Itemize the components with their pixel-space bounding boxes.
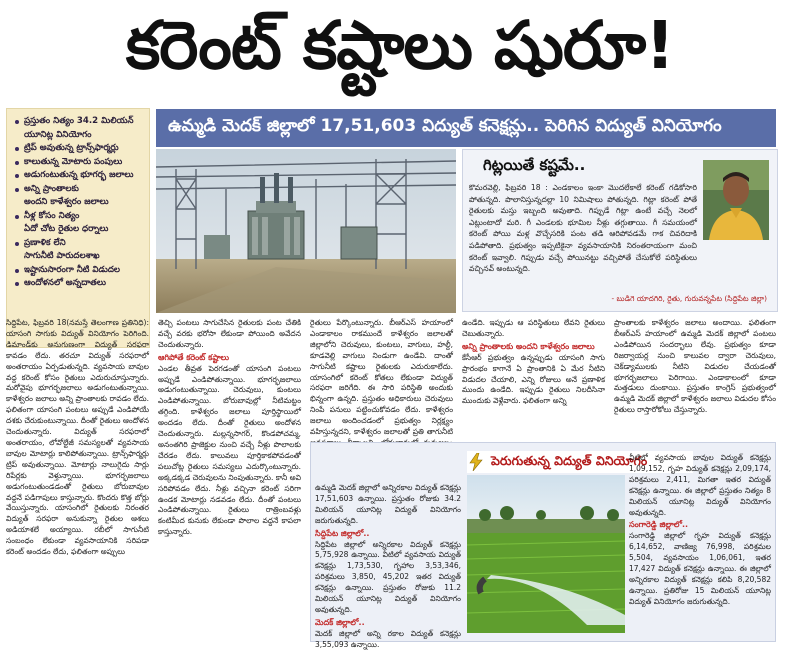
power-usage-box xyxy=(310,442,776,649)
irrigation-field-photo xyxy=(467,475,625,633)
lightning-icon xyxy=(467,453,485,471)
medak-subhead: మెదక్ జిల్లాలో.. xyxy=(315,617,365,627)
infobox-title: గిట్లయితే కష్టమే.. xyxy=(483,156,586,174)
highlight-item: సాగునీటి పారుదలశాఖ xyxy=(24,251,100,261)
column-2-text-b: ఎండల తీవ్రత పెరగడంతో యాసంగి పంటలు అప్పుడే ఎండిపోతున్నాయి. భూగర్భజలాలు అడుగంటుతున్నాయి. చెరువులు, కుంటలు ఎండిపోతున్నాయి. బోరుబావుల్లో నీటిమట్టం తగ్గింది. కాళేశ్వరం జలాలు పూర్తిస్థాయిలో అందడం లేదు. దీంతో రైతులు అందోళన చెందుతున్నారు. మల్లన్నసాగర్, కొండపోచమ్మ, అనంతగిరి ప్రాజెక్టుల నుంచి వచ్చే నీళ్లు పొలాలకు చేరడం లేదు. కాలువలు పూర్తికాకపోవడంతో పలుచోట్ల రైతులు సమస్యలు ఎదుర్కొంటున్నారు. అక్కడక్కడ చెరువులను నింపుతున్నారు. కానీ అవి సరిపోవడం లేదు. నీళ్లు వచ్చినా కరెంట్ సరిగా ఉండక మోటార్లు నడవడం లేదు. దీంతో పంటలు ఎండిపోతున్నాయి. రైతులు రాత్రింబవళ్లు కంటిమీద కునుకు లేకుండా పొలాల వద్దనే కాపలా కాస్తున్నారు. xyxy=(158,363,301,537)
column-4-text-b: కేసీఆర్ ప్రభుత్వం ఉన్నప్పుడు యాసంగి సాగు ప్రారంభం కాగానే ఏ ప్రాంతానికి ఏ మేర నీటిని విడుదల చేయాలి, ఎన్ని రోజులు అనే ప్రణాళిక ముందు ఉండేది. ఇప్పుడు రైతులు నిలదీసినా ముందుకు వెళ్లేవారు. ఫలితంగా అన్ని xyxy=(462,352,605,406)
highlight-item: నీళ్ల కోసం నిత్యం xyxy=(15,210,143,224)
highlight-item: ప్రణాళిక లేని xyxy=(15,237,143,251)
article-column-2 xyxy=(158,318,301,538)
substation-photo xyxy=(156,149,456,313)
highlight-item: ఆందోళనలో అన్నదాతలు xyxy=(15,277,143,291)
column-1-text: సిద్దిపేట, ఫిబ్రవరి 18(నమస్తే తెలంగాణ ప్రతినిధి): యాసంగి సాగుకు విద్యుత్ వినియోగం పెరిగింది. డిమాండ్‌కు అనుగుణంగా విద్యుత్ సరఫరా కావడం లేదు. తరచూ విద్యుత్ సరఫరాలో అంతరాయం ఏర్పడుతున్నది. వ్యవసాయ బావుల వద్ద కరెంట్ కోసం రైతులు ఎదురుచూస్తున్నారు. మరోవైపు భూగర్భజలాలు అడుగంటుతున్నాయి. కాళేశ్వరం జలాలు అన్ని ప్రాంతాలకు రావడం లేదు. ఫలితంగా యాసంగి పంటలు అప్పుడే ఎండిపోయే దశకు చేరుకుంటున్నాయి. దీంతో రైతులు ఆందోళన చెందుతున్నారు. విద్యుత్ సరఫరాలో అంతరాయం, లోవోల్టేజీ సమస్యలతో వ్యవసాయ బావుల మోటార్లు కాలిపోతున్నాయి. ట్రాన్స్‌ఫార్మర్లు ట్రిప్ అవుతున్నాయి. మోటార్లు నాలుగైదు సార్లు రిపేర్లకు వెళ్తున్నాయి. భూగర్భజలాలు అడుగంటుతుండడంతో రైతులు బోరుబావుల వద్దనే పడిగాపులు కాస్తున్నారు. కొందరు కొత్త బోర్లు వేయిస్తున్నారు. యాసంగిలో రైతులకు నిరంతర విద్యుత్ సరఫరా అనుకున్నా రైతుల ఆశలు అడియాశలే అయ్యాయి. రబీలో సాగునీటి సంబంధం లేకుండా వ్యవసాయానికి సరిపడా కరెంట్ అందడం లేదు, ఫలితంగా అప్పులు xyxy=(6,318,149,557)
highlight-item: ప్రస్తుతం నిత్యం 34.2 మిలియన్ xyxy=(15,115,143,129)
column-2-text-a: తెచ్చి పంటలు సాగుచేసిన రైతులకు పంట చేతికి వచ్చే వరకు భరోసా లేకుండా పోయింది అవేదన చెందుతున్నారు. xyxy=(158,318,301,349)
column-5-text: ప్రాంతాలకు కాళేశ్వరం జలాలు అందాయి. ఫలితంగా బీఆర్ఎస్ హయాంలో ఉమ్మడి మెదక్ జిల్లాలో పంటలు ఎండిపోయిన సందర్భాలు లేవు. ప్రభుత్వం కూడా రిజర్వాయర్ల నుంచి కాలువల ద్వారా చెరువులు, చెక్‌డ్యాములకు నీటిని విడుదల చేయడంతో భూగర్భజలాలు పెరిగాయి. ఎండాకాలంలో కూడా మత్తడులు దుంకాయి. ప్రస్తుతం కాంగ్రెస్ ప్రభుత్వంలో ఉమ్మడి మెదక్ జిల్లాలో కాళేశ్వరం జలాలు విడుదల కోసం రైతులు రాస్తారోకోలు చేస్తున్నారు. xyxy=(614,318,776,415)
highlight-item: ఏదో చోట రైతుల ధర్నాలు xyxy=(24,224,109,234)
article-column-3 xyxy=(310,318,453,460)
column-4-text-a: ఉండేది. ఇప్పుడు ఆ పరిస్థితులు లేవని రైతులు చెబుతున్నారు. xyxy=(462,318,605,338)
highlight-item: ట్రిప్ అవుతున్న ట్రాన్స్‌ఫార్మర్లు xyxy=(15,142,143,156)
column-2-subhead: ఆగిపోతే కరెంట్ కష్టాలు xyxy=(158,352,230,362)
article-column-5 xyxy=(614,318,776,416)
highlight-item: యూనిట్ల వినియోగం xyxy=(24,129,92,140)
highlight-item: కాలుతున్న మోటారు పంపులు xyxy=(15,156,143,170)
siddipet-text: సిద్దిపేట జిల్లాలో అన్నిరకాల విద్యుత్ కనెక్షన్లు 5,75,928 ఉన్నాయి. వీటిలో వ్యవసాయ విద్యుత్ కనెక్షన్లు 1,73,530, గృహాల 3,53,346, పరిశ్రమలు 3,850, 45,202 ఇతర విద్యుత్ కనెక్షన్లు ఉన్నాయి. ప్రస్తుతం రోజుకు 11.2 మిలియన్ యూనిట్ల విద్యుత్ వినియోగం అవుతున్నది. xyxy=(315,539,461,614)
power-usage-column-2 xyxy=(629,453,771,608)
section-banner: ఉమ్మడి మెదక్ జిల్లాలో 17,51,603 విద్యుత్ కనెక్షన్లు.. పెరిగిన విద్యుత్ వినియోగం xyxy=(156,109,776,147)
sangareddy-subhead: సంగారెడ్డి జిల్లాలో.. xyxy=(629,520,689,530)
highlight-item: అన్ని ప్రాంతాలకు xyxy=(15,183,143,197)
article-column-1 xyxy=(6,318,149,558)
siddipet-subhead: సిద్దిపేట జిల్లాలో.. xyxy=(315,528,370,538)
highlights-sidebar xyxy=(6,108,150,348)
power-usage-title-text: పెరుగుతున్న విద్యుత్ వినియోగం xyxy=(491,452,648,468)
highlight-item: ఇష్టానుసారంగా నీటి విడుదల xyxy=(15,264,143,278)
farmer-quote-box xyxy=(462,149,778,312)
highlight-item: అందని కాళేశ్వరం జలాలు xyxy=(24,197,109,207)
medak-connections-text: వీటిలో వ్యవసాయ బావుల విద్యుత్ కనెక్షన్లు 1,09,152, గృహ విద్యుత్ కనెక్షన్లు 2,09,174, పరిశ్రమలు 2,411, మిగతా ఇతర విద్యుత్ కనెక్షన్లు ఉన్నాయి. ఈ జిల్లాలో ప్రస్తుతం నిత్యం 8 మిలియన్ యూనిట్ల విద్యుత్ వినియోగం అవుతున్నది. xyxy=(629,453,771,517)
column-3-text: రైతులు పేర్కొంటున్నారు. బీఆర్ఎస్ హయాంలో ఎండాకాలం రాకముందే కాళేశ్వరం జలాలతో జిల్లాలోని చెరువులు, కుంటలు, వాగులు, హల్దీ, కూడవెల్లి వాగులు నిండుగా ఉండేవి. దాంతో సాగునీటి కష్టాలు రైతులకు ఎదురుకాలేదు. యాసంగిలో కరెంట్ కోతలు లేకుండా విద్యుత్ సరఫరా జరిగేది. ఈ సారి పరిస్థితి అందుకు భిన్నంగా ఉన్నది. ప్రస్తుతం అధికారులు చెరువులు నింపే పనులు పట్టించుకోవడం లేదు. కాళేశ్వరం జలాలు అందించడంలో ప్రభుత్వం నిర్లక్ష్యం వహిస్తున్నదని, కాళేశ్వరం జలాలతో ప్రతి తాగునీటి xyxy=(310,318,453,437)
sangareddy-text: సంగారెడ్డి జిల్లాలో గృహ విద్యుత్ కనెక్షన్లు 6,14,652, వాణిజ్య 76,998, పరిశ్రమల 5,504, వ్యవసాయం 1,06,061, ఇతర 17,427 విద్యుత్ కనెక్షన్లు ఉన్నాయి. ఈ జిల్లాలో అన్నిరకాల విద్యుత్ కనెక్షన్లు కలిపి 8,20,582 ఉన్నాయి. ప్రతిరోజు 15 మిలియన్ యూనిట్ల విద్యుత్ వినియోగం జరుగుతున్నది. xyxy=(629,531,771,606)
farmer-portrait-photo xyxy=(703,160,769,240)
infobox-body: కొమరవెల్లి, ఫిబ్రవరి 18 : ఎండకాలం ఇంకా మొదలేకాలే కరెంట్ గడికోసారి పోతున్నది. పొలానిస్తున్నదల్లా 10 నిమిషాలు పోతున్నది. గిట్లా కరెంట్ పోతే రైతులకు మస్తు ఇబ్బంది అవుతాది. గిప్పుడే గిట్లా ఉంటే వచ్చే నెలలో ఎట్లుంటాదో మరి. గీ ఎండలకు భూమిల నీళ్లు తగ్గుతాయి. గీ సమయంలో కరెంట్ పోయి మళ్ల వొచ్చేసరికి పంట తడి ఆరిపోవడమే గాక చివరిదాకి పడిపోతాది. ప్రభుత్వం ఇప్పటికైనా వ్యవసాయానికి నిరంతరాయంగా మంచి కరెంట్ ఇవ్వాలి. గిప్పుడు వచ్చే పోయినట్టు వచ్చిపోతే చేసుకోలే పరిస్థితులు వచ్చినవ్ అంటున్నది. xyxy=(469,183,697,274)
headline: కరెంట్ కష్టాలు షురూ! xyxy=(125,6,675,84)
district-total-text: ఉమ్మడి మెదక్ జిల్లాలో అన్నిరకాల విద్యుత్ కనెక్షన్లు 17,51,603 ఉన్నాయి. ప్రస్తుతం రోజుకు 34.2 మిలియన్ యూనిట్ల విద్యుత్ వినియోగం జరుగుతున్నది. xyxy=(315,483,461,525)
highlights-list xyxy=(15,115,143,291)
infobox-attribution: - బుడిగె యాదగిరి, రైతు, గురువన్నపేట (సిద్దిపేట జిల్లా) xyxy=(611,294,767,303)
medak-text: మెదక్ జిల్లాలో అన్ని రకాల విద్యుత్ కనెక్షన్లు 3,55,093 ఉన్నాయి. xyxy=(315,628,461,649)
column-4-subhead: అన్ని ప్రాంతాలకు అందని కాళేశ్వరం జలాలు xyxy=(462,341,595,351)
highlight-item: అడుగంటుతున్న భూగర్భ జలాలు xyxy=(15,169,143,183)
power-usage-column-1 xyxy=(315,483,461,651)
article-column-4 xyxy=(462,318,605,407)
